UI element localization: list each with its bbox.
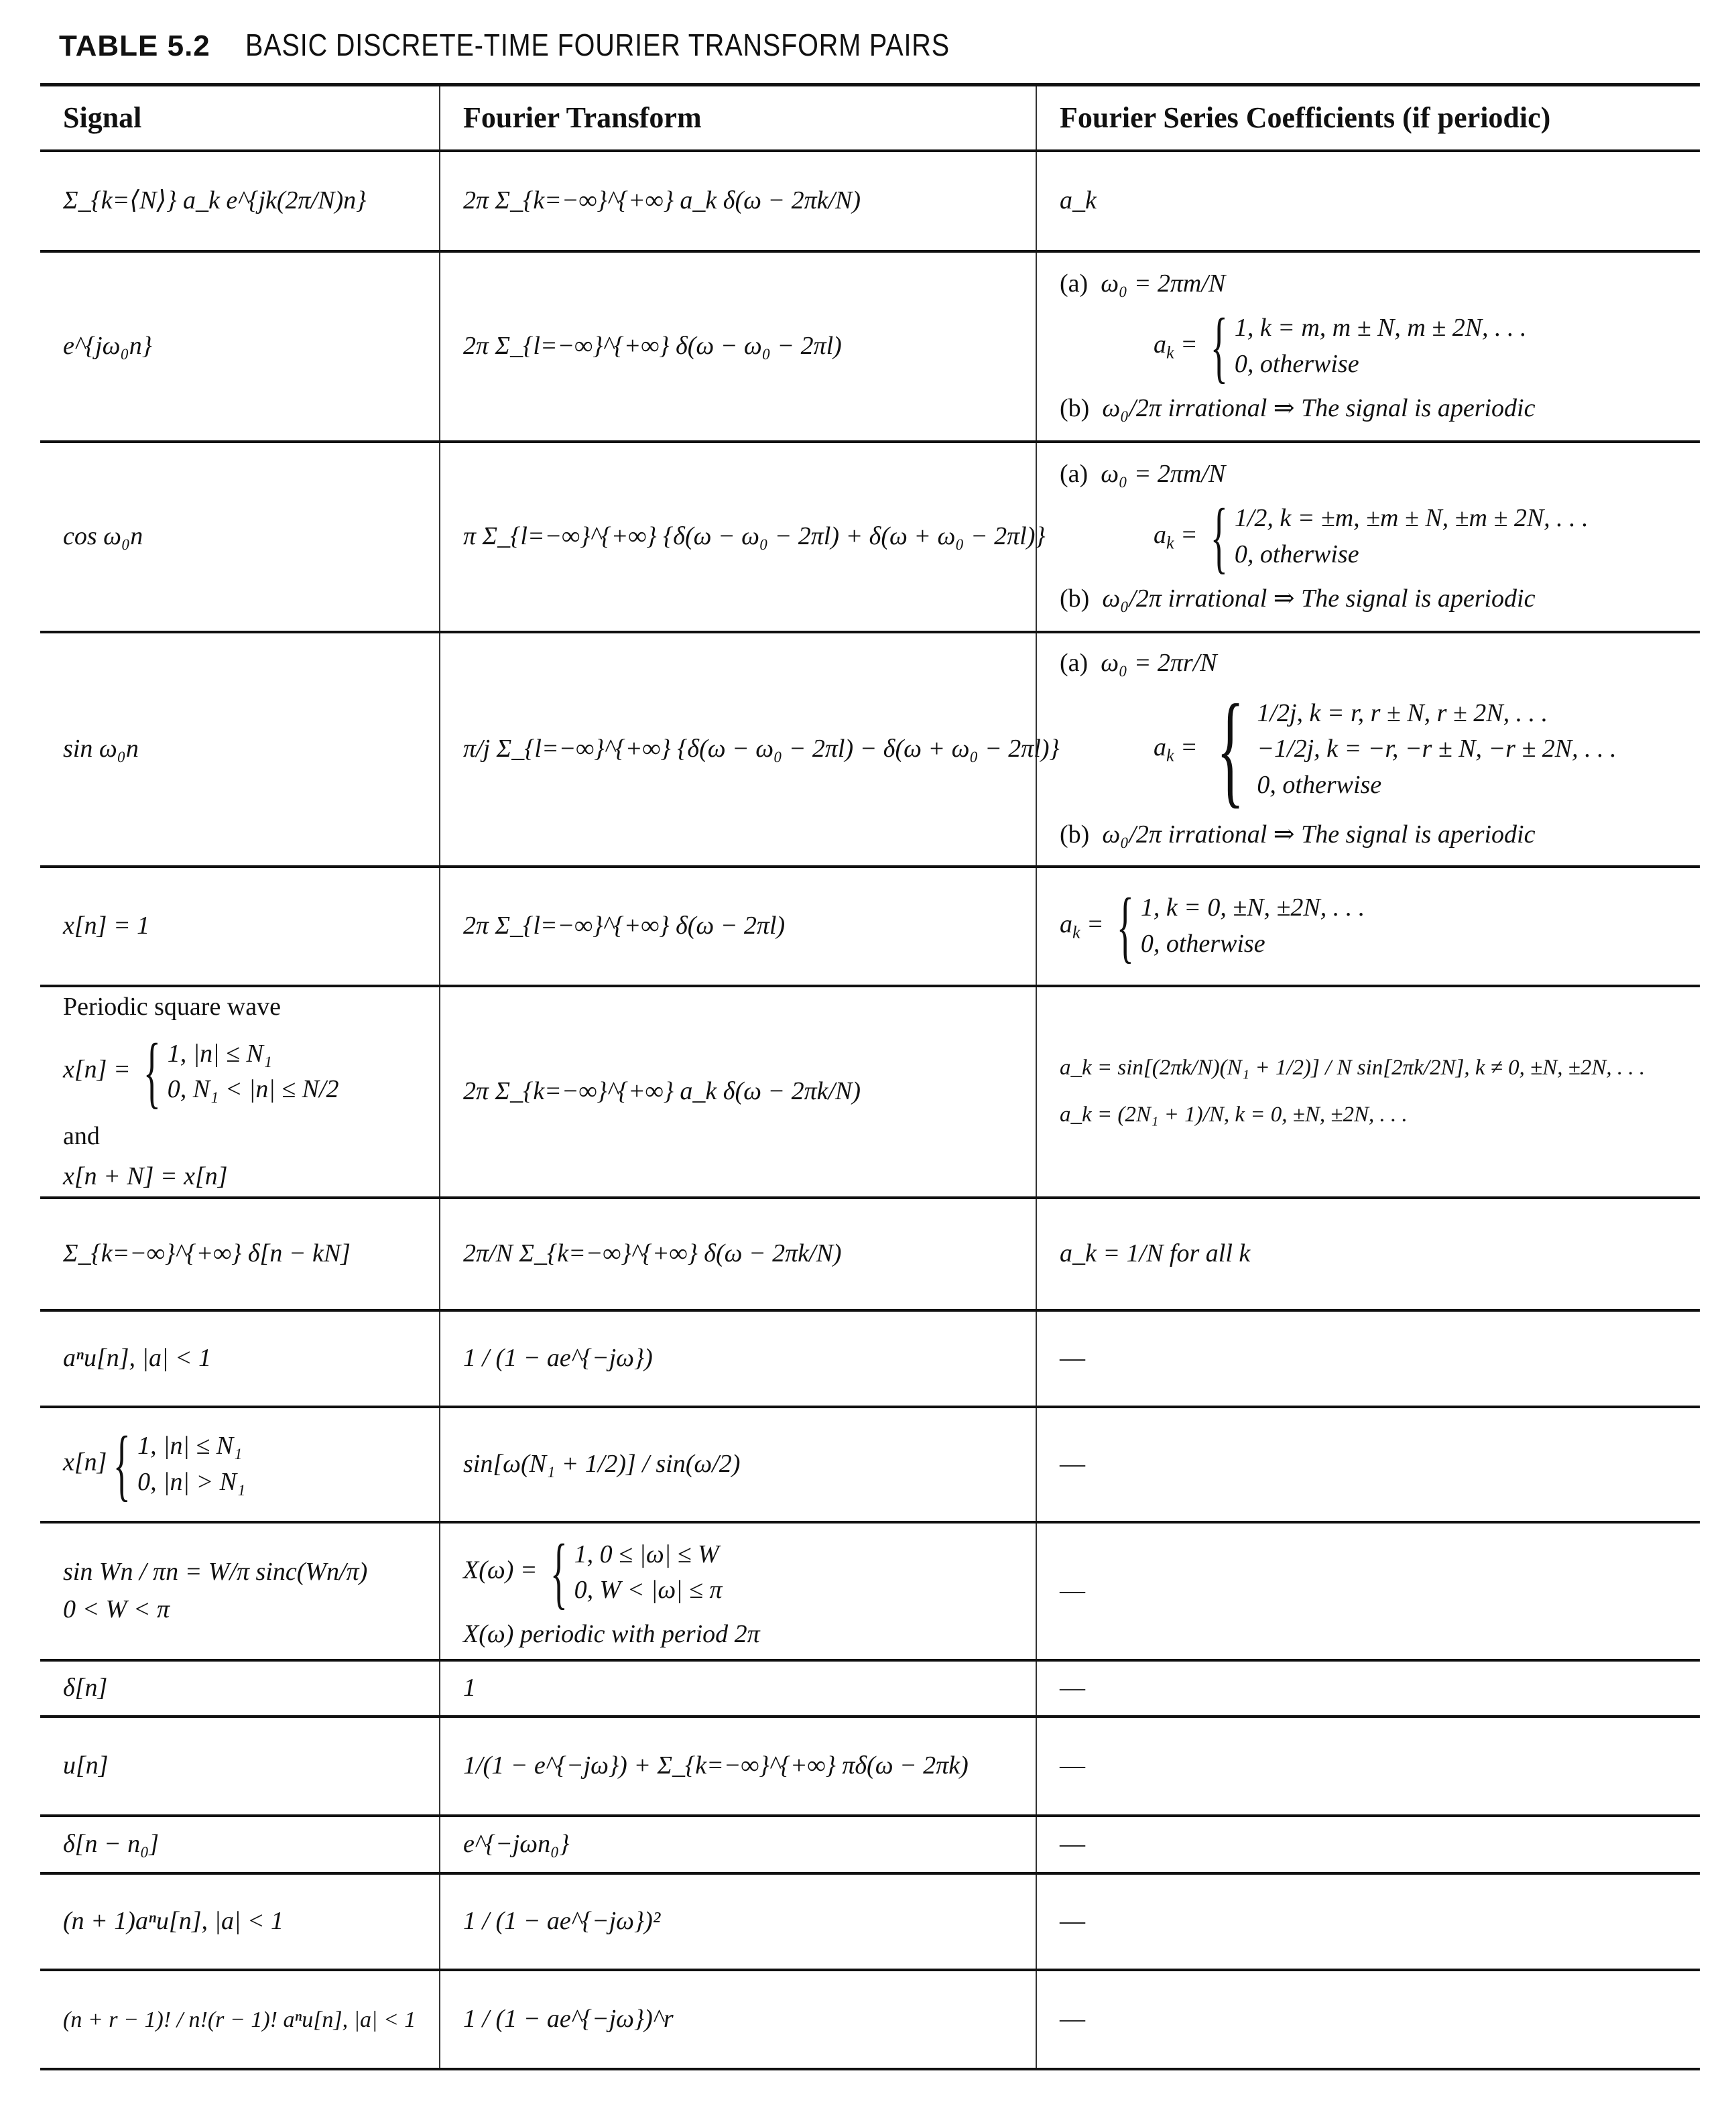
coefficient-cell [1036,1522,1700,1660]
signal-cell [40,986,440,1198]
ak-symbol: $a_k$ = [1060,910,1104,942]
ak-formula-1: a_k = sin[(2πk/N)(N₁ + 1/2)] / N sin[2πk/2N], k ≠ 0, ±N, ±2N, . . . [1060,1056,1646,1080]
left-brace: { [550,1528,568,1617]
table-row [40,1717,1700,1816]
coefficient-expression: a_k = 1/N for all k [1060,1239,1251,1268]
signal-expression: δ[n] [63,1674,108,1702]
signal-cell [40,1970,440,2069]
transform-cell [440,1816,1036,1873]
xn-symbol: x[n] = [63,1055,131,1084]
case-2: 0, |n| > N₁ [137,1468,246,1496]
no-coefficients-dash: — [1060,1674,1085,1702]
header-transform: Fourier Transform [440,85,1036,151]
transform-expression: 2π/N Σ_{k=−∞}^{+∞} δ(ω − 2πk/N) [463,1239,842,1268]
left-brace: { [143,1027,161,1117]
sinc-definition: sin Wn / πn = W/π sinc(Wn/π) [63,1558,368,1587]
signal-cell [40,251,440,442]
case-2: 0, otherwise [1234,540,1359,568]
case-label-a: (a) [1060,269,1089,298]
no-coefficients-dash: — [1060,1830,1085,1859]
signal-expression: x[n] = 1 [63,912,150,940]
table-row [40,442,1700,632]
left-brace: { [1217,679,1245,820]
table-row [40,251,1700,442]
bandwidth-range: 0 < W < π [63,1595,170,1623]
case-1: 1, |n| ≤ N₁ [137,1432,243,1460]
signal-cell [40,1407,440,1522]
no-coefficients-dash: — [1060,1344,1085,1373]
case-1: 1, 0 ≤ |ω| ≤ W [574,1540,719,1568]
transform-cell [440,1660,1036,1717]
dtft-pairs-table [40,83,1700,2070]
signal-expression: e^{jω₀n} [63,332,152,361]
transform-cell [440,442,1046,632]
signal-cell [40,1310,440,1407]
signal-expression: (n + r − 1)! / n!(r − 1)! aⁿu[n], |a| < 1 [63,2007,416,2033]
transform-cell [440,1873,1036,1970]
table-label: TABLE 5.2 [59,29,210,62]
coefficient-cell [1036,1310,1700,1407]
table-row [40,632,1700,867]
coefficient-cell [1036,986,1700,1198]
coefficient-cell [1036,151,1700,251]
signal-cell [40,442,440,632]
coefficient-cell [1036,632,1700,867]
table-row [40,1816,1700,1873]
aperiodic-note: ω₀/2π irrational ⇒ The signal is aperiodic [1102,584,1536,613]
transform-cell [440,867,1036,986]
X-omega-symbol: X(ω) = [463,1556,538,1584]
signal-expression: sin ω₀n [63,735,139,763]
coefficient-cell [1036,1873,1700,1970]
coefficient-cell [1036,1660,1700,1717]
table-row [40,986,1700,1198]
transform-expression: 2π Σ_{k=−∞}^{+∞} a_k δ(ω − 2πk/N) [463,1077,861,1106]
table-row [40,1873,1700,1970]
table-row [40,867,1700,986]
case-3: 0, otherwise [1257,770,1382,799]
transform-cell [440,1970,1036,2069]
signal-cell [40,632,440,867]
coefficient-expression: a_k [1060,186,1097,215]
ak-symbol: $a_k$ = [1154,330,1198,363]
transform-expression: π/j Σ_{l=−∞}^{+∞} {δ(ω − ω₀ − 2πl) − δ(ω + ω₀ − 2πl)} [463,735,1060,763]
case-label-a: (a) [1060,649,1089,678]
signal-expression: Σ_{k=⟨N⟩} a_k e^{jk(2π/N)n} [63,186,367,215]
case-label-a: (a) [1060,460,1089,489]
omega0-definition: ω₀ = 2πr/N [1101,649,1217,678]
coefficient-cell [1036,1717,1700,1816]
signal-and: and [63,1122,100,1151]
transform-expression: 2π Σ_{l=−∞}^{+∞} δ(ω − 2πl) [463,912,786,940]
aperiodic-note: ω₀/2π irrational ⇒ The signal is aperiodic [1102,394,1536,422]
table-row [40,1970,1700,2069]
table-caption [59,27,1064,74]
coefficient-cell [1036,1407,1700,1522]
signal-expression: δ[n − n₀] [63,1830,160,1859]
signal-expression: Σ_{k=−∞}^{+∞} δ[n − kN] [63,1239,351,1268]
no-coefficients-dash: — [1060,1907,1085,1936]
signal-expression: cos ω₀n [63,522,143,551]
table-row [40,1522,1700,1660]
signal-cell [40,1660,440,1717]
xn-symbol: x[n] [63,1448,107,1477]
case-1: 1, |n| ≤ N₁ [167,1039,273,1068]
left-brace: { [1211,492,1228,581]
left-brace: { [113,1420,131,1509]
header-coefficients: Fourier Series Coefficients (if periodic) [1036,85,1700,151]
transform-expression: 1/(1 − e^{−jω}) + Σ_{k=−∞}^{+∞} πδ(ω − 2πk) [463,1751,969,1780]
transform-cell [440,1407,1036,1522]
no-coefficients-dash: — [1060,1450,1085,1479]
case-1: 1, k = 0, ±N, ±2N, . . . [1140,893,1365,922]
case-1: 1/2j, k = r, r ± N, r ± 2N, . . . [1257,698,1548,727]
transform-cell [440,986,1036,1198]
signal-expression: aⁿu[n], |a| < 1 [63,1344,212,1373]
signal-expression: (n + 1)aⁿu[n], |a| < 1 [63,1907,284,1936]
transform-cell [440,632,1060,867]
transform-cell [440,1310,1036,1407]
transform-expression: 1 [463,1674,476,1702]
case-2: 0, N₁ < |n| ≤ N/2 [167,1075,339,1104]
no-coefficients-dash: — [1060,2005,1085,2034]
omega0-definition: ω₀ = 2πm/N [1101,460,1226,489]
coefficient-cell [1036,1970,1700,2069]
transform-expression: sin[ω(N₁ + 1/2)] / sin(ω/2) [463,1450,741,1479]
case-label-b: (b) [1060,584,1090,613]
header-row [40,85,1700,151]
omega0-definition: ω₀ = 2πm/N [1101,269,1226,298]
signal-title: Periodic square wave [63,992,281,1021]
case-2: 0, W < |ω| ≤ π [574,1576,723,1605]
transform-cell [440,1198,1036,1310]
case-2: −1/2j, k = −r, −r ± N, −r ± 2N, . . . [1257,735,1617,763]
ak-symbol: $a_k$ = [1154,520,1198,553]
periodicity-note: X(ω) periodic with period 2π [463,1620,760,1649]
no-coefficients-dash: — [1060,1576,1085,1605]
table-row [40,1407,1700,1522]
coefficient-cell [1036,867,1700,986]
transform-expression: 2π Σ_{l=−∞}^{+∞} δ(ω − ω₀ − 2πl) [463,332,842,361]
coefficient-cell [1036,1198,1700,1310]
table-row [40,151,1700,251]
signal-expression: u[n] [63,1751,109,1780]
transform-cell [440,1522,1036,1660]
table-row [40,1310,1700,1407]
transform-cell [440,151,1036,251]
periodicity-condition: x[n + N] = x[n] [63,1162,228,1190]
case-1: 1, k = m, m ± N, m ± 2N, . . . [1234,314,1527,343]
left-brace: { [1117,881,1134,971]
case-2: 0, otherwise [1140,930,1265,958]
left-brace: { [1211,302,1228,391]
table-row [40,1660,1700,1717]
signal-cell [40,151,440,251]
no-coefficients-dash: — [1060,1751,1085,1780]
coefficient-cell [1036,1816,1700,1873]
signal-cell [40,1522,440,1660]
aperiodic-note: ω₀/2π irrational ⇒ The signal is aperiodic [1102,820,1536,849]
case-label-b: (b) [1060,820,1090,849]
signal-cell [40,867,440,986]
transform-expression: 1 / (1 − ae^{−jω}) [463,1344,653,1373]
transform-cell [440,251,1036,442]
coefficient-cell [1036,442,1700,632]
transform-expression: e^{−jωn₀} [463,1830,570,1859]
table-row [40,1198,1700,1310]
transform-expression: 1 / (1 − ae^{−jω})² [463,1907,661,1936]
signal-cell [40,1717,440,1816]
transform-expression: 2π Σ_{k=−∞}^{+∞} a_k δ(ω − 2πk/N) [463,186,861,215]
signal-cell [40,1816,440,1873]
ak-symbol: $a_k$ = [1154,733,1198,765]
transform-expression: 1 / (1 − ae^{−jω})^r [463,2005,674,2034]
transform-expression: π Σ_{l=−∞}^{+∞} {δ(ω − ω₀ − 2πl) + δ(ω + ω₀ − 2πl)} [463,522,1046,551]
case-label-b: (b) [1060,394,1090,422]
case-2: 0, otherwise [1234,350,1359,378]
ak-formula-2: a_k = (2N₁ + 1)/N, k = 0, ±N, ±2N, . . . [1060,1103,1408,1127]
coefficient-cell [1036,251,1700,442]
signal-cell [40,1873,440,1970]
transform-cell [440,1717,1036,1816]
header-signal: Signal [40,85,440,151]
signal-cell [40,1198,440,1310]
table-title: BASIC DISCRETE-TIME FOURIER TRANSFORM PAIRS [245,27,950,62]
case-1: 1/2, k = ±m, ±m ± N, ±m ± 2N, . . . [1234,504,1589,533]
